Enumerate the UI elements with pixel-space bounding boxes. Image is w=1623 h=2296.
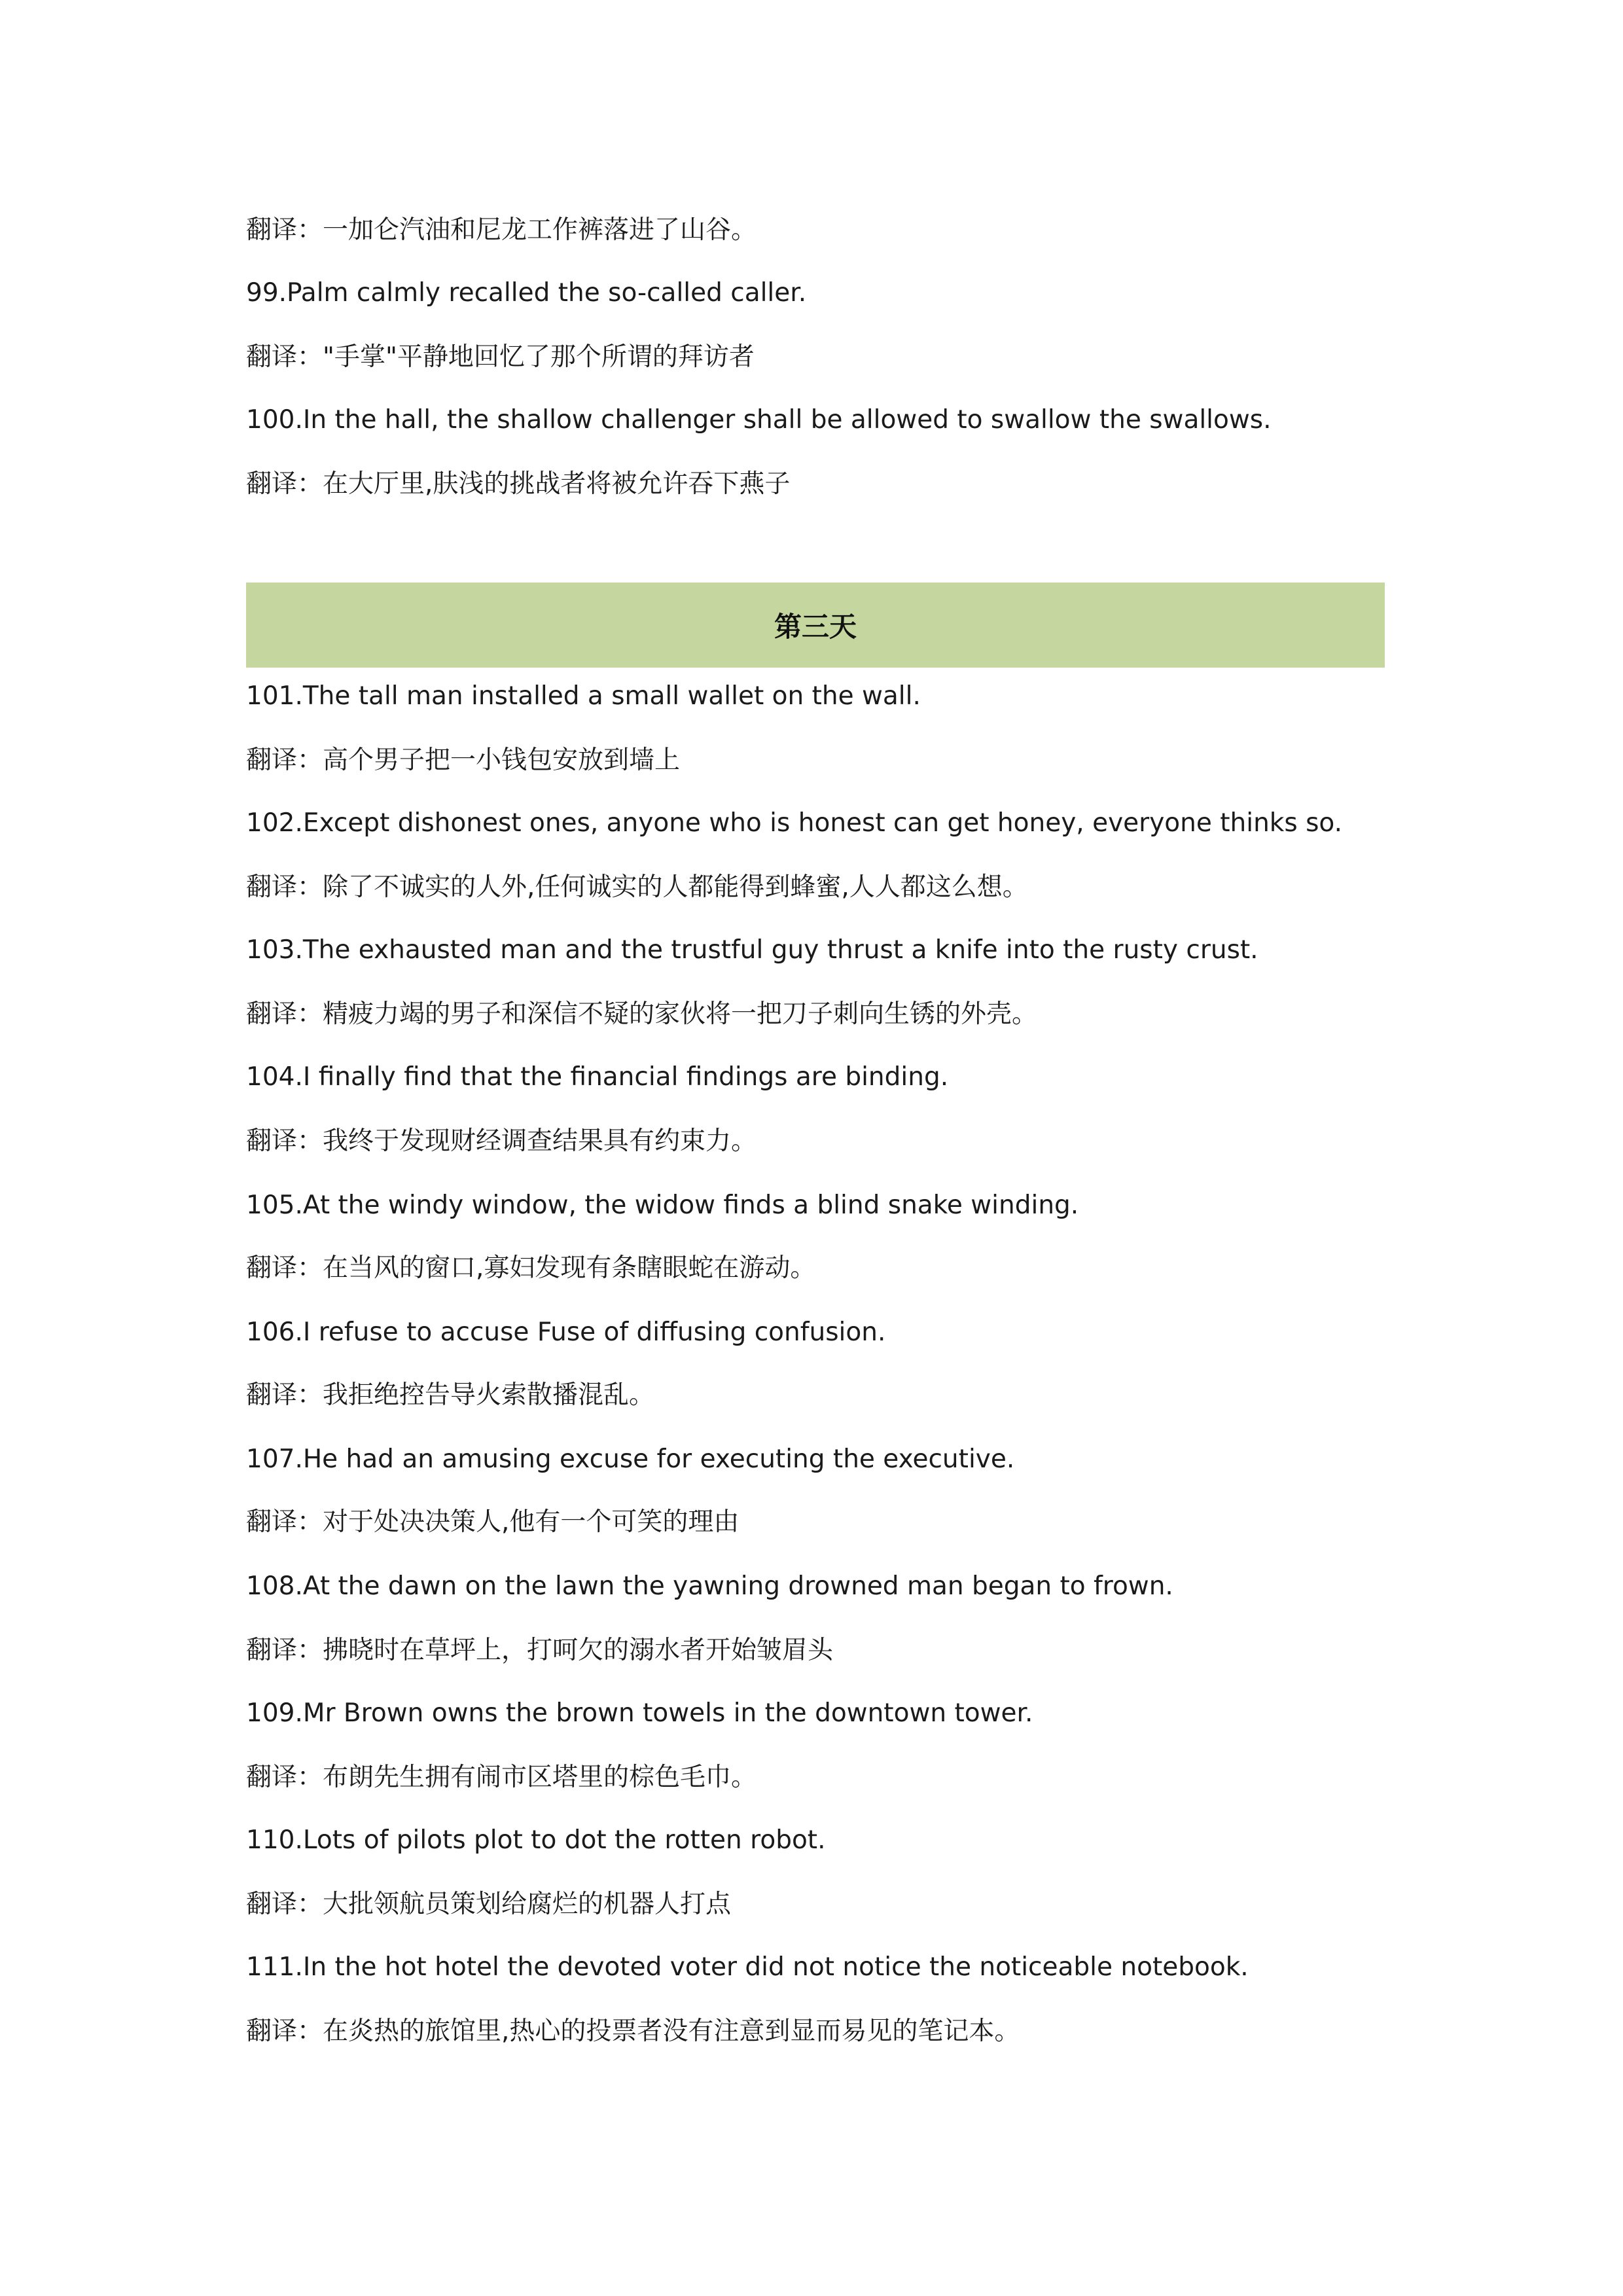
- translation-line: 翻译：布朗先生拥有闹市区塔里的棕色毛巾。: [246, 1763, 757, 1792]
- translation-line: 翻译：拂晓时在草坪上，打呵欠的溺水者开始皱眉头: [246, 1636, 834, 1665]
- translation-line: 翻译：除了不诚实的人外,任何诚实的人都能得到蜂蜜,人人都这么想。: [246, 872, 1028, 902]
- sentence-line: 107.He had an amusing excuse for executing the executive.: [246, 1444, 1015, 1474]
- translation-line: 翻译：我终于发现财经调查结果具有约束力。: [246, 1126, 757, 1156]
- translation-line: 翻译：在炎热的旅馆里,热心的投票者没有注意到显而易见的笔记本。: [246, 2017, 1020, 2046]
- sentence-line: 102.Except dishonest ones, anyone who is honest can get honey, everyone thinks so.: [246, 808, 1343, 838]
- translation-line: 翻译：在大厅里,肤浅的挑战者将被允许吞下燕子: [246, 469, 791, 499]
- translation-line: 翻译：在当风的窗口,寡妇发现有条瞎眼蛇在游动。: [246, 1253, 816, 1283]
- sentence-line: 108.At the dawn on the lawn the yawning drowned man began to frown.: [246, 1571, 1173, 1601]
- translation-line: 翻译：我拒绝控告导火索散播混乱。: [246, 1380, 655, 1410]
- sentence-line: 109.Mr Brown owns the brown towels in the downtown tower.: [246, 1698, 1033, 1728]
- sentence-line: 104.I finally find that the financial findings are binding.: [246, 1062, 949, 1092]
- translation-line: 翻译：对于处决决策人,他有一个可笑的理由: [246, 1507, 740, 1537]
- section-header: [246, 583, 1385, 668]
- sentence-line: 110.Lots of pilots plot to dot the rotten robot.: [246, 1825, 826, 1855]
- sentence-line: 100.In the hall, the shallow challenger shall be allowed to swallow the swallows.: [246, 405, 1272, 435]
- sentence-line: 103.The exhausted man and the trustful guy thrust a knife into the rusty crust.: [246, 935, 1258, 965]
- sentence-line: 101.The tall man installed a small wallet on the wall.: [246, 681, 921, 711]
- translation-line: 翻译："手掌"平静地回忆了那个所谓的拜访者: [246, 342, 755, 372]
- translation-line: 翻译：一加仑汽油和尼龙工作裤落进了山谷。: [246, 215, 757, 245]
- translation-line: 翻译：精疲力竭的男子和深信不疑的家伙将一把刀子刺向生锈的外壳。: [246, 999, 1038, 1029]
- sentence-line: 99.Palm calmly recalled the so-called caller.: [246, 278, 807, 308]
- translation-line: 翻译：大批领航员策划给腐烂的机器人打点: [246, 1890, 732, 1919]
- section-title: 第三天: [774, 611, 857, 643]
- sentence-line: 105.At the windy window, the widow finds a blind snake winding.: [246, 1191, 1079, 1220]
- sentence-line: 106.I refuse to accuse Fuse of diffusing confusion.: [246, 1318, 886, 1347]
- translation-line: 翻译：高个男子把一小钱包安放到墙上: [246, 745, 681, 775]
- sentence-line: 111.In the hot hotel the devoted voter did not notice the noticeable notebook.: [246, 1952, 1249, 1982]
